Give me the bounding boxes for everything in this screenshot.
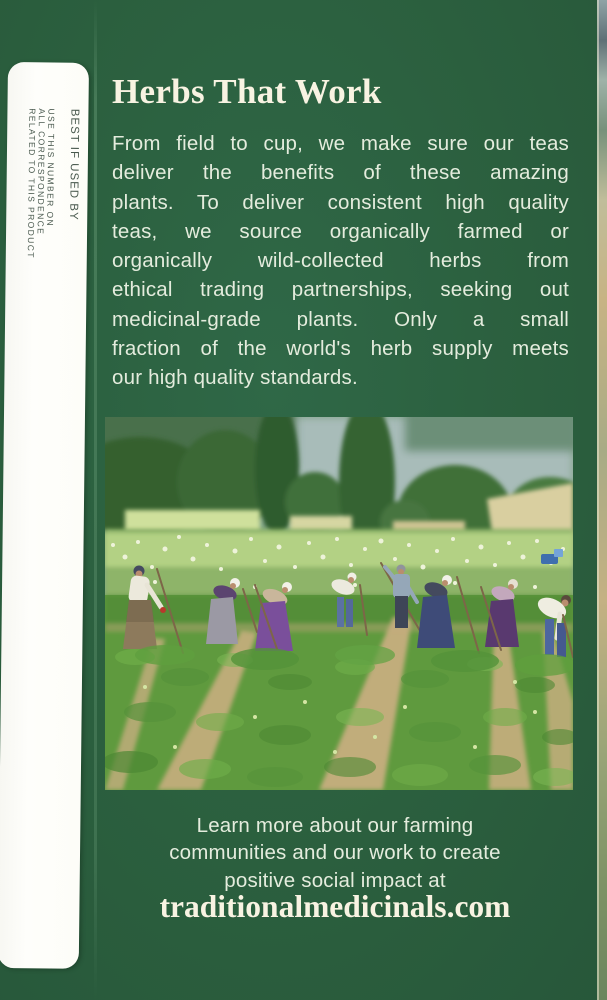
farming-field-photo (105, 417, 573, 790)
body-line: teas, we source organically farmed or (112, 219, 569, 243)
body-line: ethical trading partnerships, seeking out (112, 278, 569, 302)
flap-note-line: RELATED TO THIS PRODUCT (25, 108, 38, 259)
footer-line: communities and our work to create (169, 841, 501, 865)
website-url: traditionalmedicinals.com (159, 889, 511, 924)
footer-line: positive social impact at (224, 868, 446, 892)
body-line: our high quality standards. (112, 366, 358, 390)
body-line: deliver the benefits of these amazing (112, 161, 569, 185)
box-fold-line (94, 0, 97, 1000)
box-edge (597, 0, 607, 1000)
body-line: medicinal-grade plants. Only a small (112, 307, 569, 331)
body-line: fraction of the world's herb supply meets (112, 337, 569, 361)
flap-note-line: USE THIS NUMBER ON (45, 108, 57, 228)
panel-title: Herbs That Work (112, 72, 382, 111)
footer-line: Learn more about our farming (196, 814, 474, 837)
flap-vertical-text (25, 108, 80, 259)
body-line: organically wild-collected herbs from (112, 249, 569, 273)
body-line: plants. To deliver consistent high quality (112, 190, 569, 214)
side-flap (0, 62, 89, 969)
footer-text (100, 812, 570, 894)
flap-note (25, 108, 55, 259)
body-paragraph (112, 129, 569, 393)
body-line: From field to cup, we make sure our teas (112, 132, 569, 155)
best-if-used-by-label: BEST IF USED BY (67, 108, 81, 221)
flap-note-line: ALL CORRESPONDENCE (35, 108, 47, 236)
